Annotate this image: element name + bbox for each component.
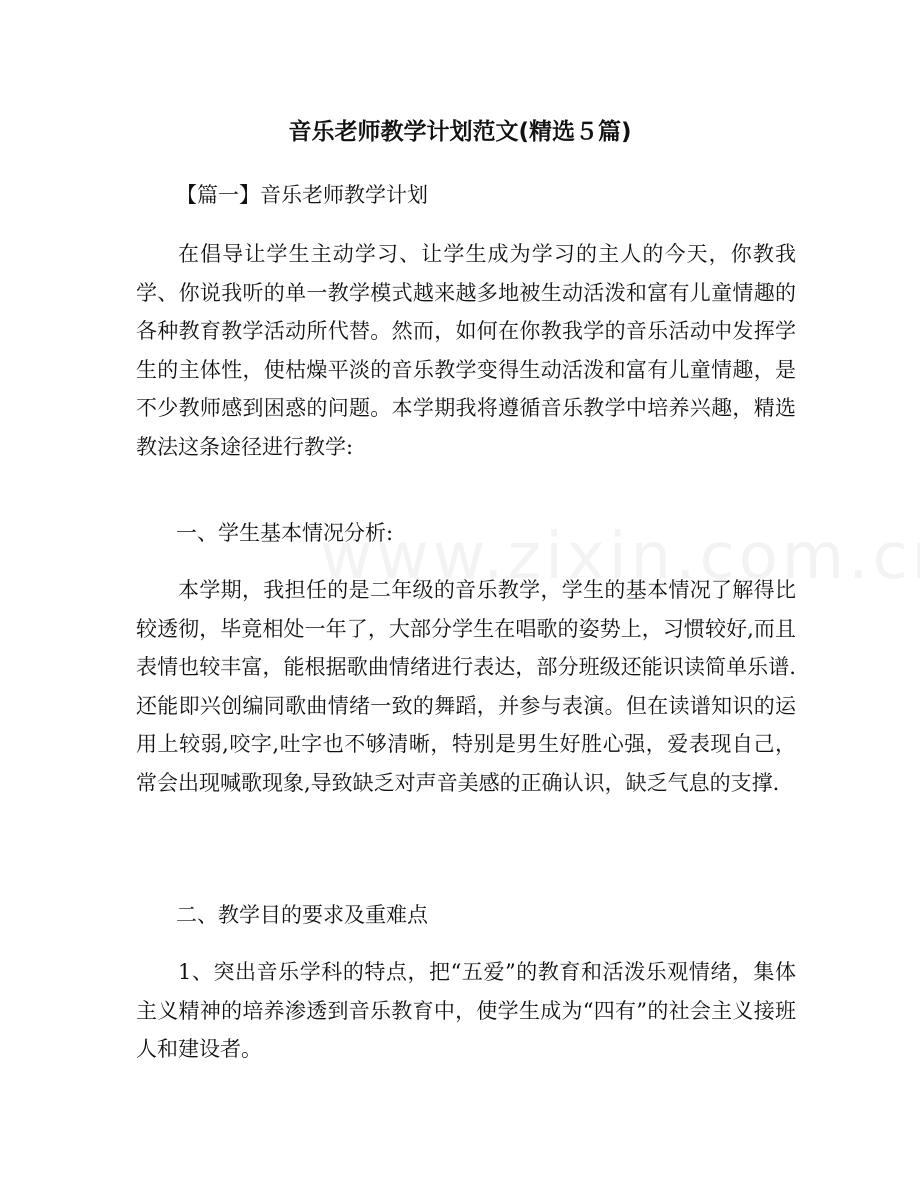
subheading-student-analysis: 一、学生基本情况分析: (176, 521, 394, 545)
student-analysis-paragraph: 本学期，我担任的是二年级的音乐教学，学生的基本情况了解得比较透彻，毕竟相处一年了，大部分学生在唱歌的姿势上，习惯较好,而且表情也较丰富，能根据歌曲情绪进行表达，部分班级还能识读简单乐谱.还能即兴创编同歌曲情绪一致的舞蹈，并参与表演。但在读谱知识的运用上较弱,咬字,吐字也不够清晰，特别是男生好胜心强，爱表现自己，常会出现喊歌现象,导致缺乏对声音美感的正确认识，缺乏气息的支撑. (136, 578, 796, 795)
intro-paragraph: 在倡导让学生主动学习、让学生成为学习的主人的今天，你教我学、你说我听的单一教学模式越来越多地被生动活泼和富有儿童情趣的各种教育教学活动所代替。然而，如何在你教我学的音乐活动中发挥学生的主体性，使枯燥平淡的音乐教学变得生动活泼和富有儿童情趣，是不少教师感到困惑的问题。本学期我将遵循音乐教学中培养兴趣，精选教法这条途径进行教学: (136, 242, 796, 459)
document-title: 音乐老师教学计划范文(精选５篇) (288, 119, 632, 145)
teaching-goal-paragraph: 1、突出音乐学科的特点，把“五爱”的教育和活泼乐观情绪，集体主义精神的培养渗透到音乐教育中，使学生成为“四有”的社会主义接班人和建设者。 (136, 960, 796, 1061)
subheading-teaching-goals: 二、教学目的要求及重难点 (176, 903, 428, 927)
section-one-heading: 【篇一】音乐老师教学计划 (176, 183, 428, 207)
